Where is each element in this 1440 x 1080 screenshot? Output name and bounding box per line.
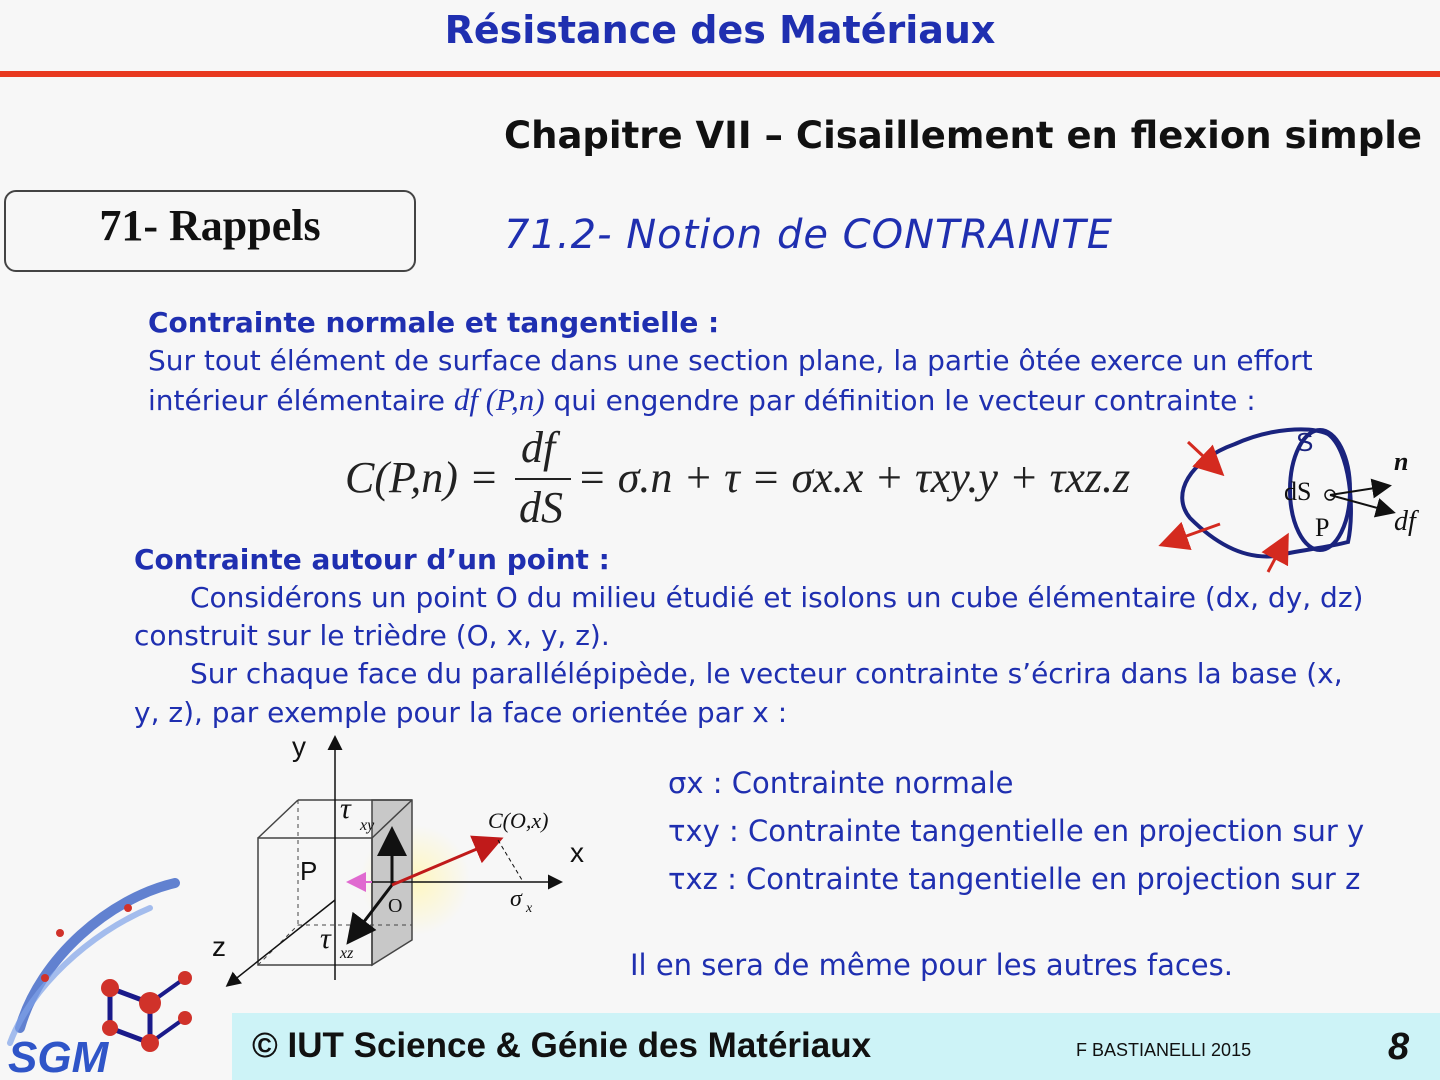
legend-tau-xy [668,814,1364,848]
paragraph-line: Sur chaque face du parallélépipède, le vecteur contrainte s’écrira dans la base (x, [190,657,1343,690]
logo-text: SGM [8,1033,109,1080]
label-n: n [1394,447,1409,476]
label-tau-xy: τ [340,792,351,825]
footer-author: F BASTIANELLI 2015 [1076,1040,1252,1060]
cube-edge [258,800,298,838]
surface-element-figure [1150,420,1440,580]
legend-symbol: τxz [668,862,718,896]
legend-note: Il en sera de même pour les autres faces. [630,948,1233,982]
elementary-cube-figure [200,730,620,1000]
formula-numerator: df [521,423,556,472]
legend-text: : Contrainte tangentielle en projection sur y [729,814,1365,848]
normal-vector-arrow [1330,486,1388,495]
label-p: P [300,856,318,886]
label-z: z [212,931,226,962]
logo-swoosh [10,908,150,1043]
lattice-atom [41,974,49,982]
formula-rhs: = σ.n + τ = σx.x + τxy.y + τxz.z [577,453,1131,502]
label-c-vector: C(O,x) [488,808,549,833]
paragraph-line [148,382,1256,418]
heading-stress-around-point: Contrainte autour d’un point : [134,543,610,576]
legend-symbol: σx [668,766,704,800]
paragraph-line: construit sur le trièdre (O, x, y, z). [134,619,610,652]
header-divider [0,71,1440,77]
label-tau-xz-sub: xz [340,945,354,962]
formula-lhs: C(P,n) = [345,453,499,502]
projection-line [498,840,522,880]
fraction-bar [515,478,571,480]
label-ds: dS [1284,477,1312,506]
z-axis [228,900,335,985]
label-x: x [570,837,584,868]
paragraph-line: Sur tout élément de surface dans une section plane, la partie ôtée exerce un effort [148,344,1313,377]
external-force-arrow [1188,442,1220,472]
stress-vector-formula [345,423,1131,532]
legend-text: : Contrainte normale [712,766,1014,800]
label-sigma-x: σ [510,886,522,912]
lattice-atom [101,979,119,997]
lattice-atom [56,929,64,937]
subsection-title: 71.2- Notion de CONTRAINTE [504,212,1114,258]
force-vector-arrow [1330,495,1392,512]
label-p: P [1315,513,1330,542]
lattice-atom [178,1011,192,1025]
formula-denominator: dS [519,483,563,532]
presentation-title: Résistance des Matériaux [444,8,996,52]
lattice-atom [178,971,192,985]
paragraph-line: Considérons un point O du milieu étudié et isolons un cube élémentaire (dx, dy, dz) [190,581,1364,614]
legend-tau-xz [668,862,1360,896]
footer-copyright: © IUT Science & Génie des Matériaux [252,1026,872,1065]
paragraph-text: intérieur élémentaire [148,384,445,417]
label-tau-xy-sub: xy [360,817,375,834]
legend-text: : Contrainte tangentielle en projection sur z [727,862,1361,896]
sgm-logo [0,878,232,1080]
section-label: 71- Rappels [99,201,321,250]
label-sigma-x-sub: x [526,901,533,916]
page-number: 8 [1388,1026,1410,1068]
lattice-atom [139,992,161,1014]
label-y: y [292,731,306,762]
heading-normal-tangential: Contrainte normale et tangentielle : [148,306,720,339]
label-tau-xz: τ [320,922,331,955]
chapter-title: Chapitre VII – Cisaillement en flexion simple [503,114,1422,157]
label-o: O [388,895,403,917]
lattice-atom [141,1034,159,1052]
paragraph-text: qui engendre par définition le vecteur contrainte : [553,384,1256,417]
inline-formula: df (P,n) [453,382,545,417]
label-df: df [1394,506,1416,537]
lattice-atom [124,904,132,912]
paragraph-line: y, z), par exemple pour la face orientée par x : [134,696,788,729]
external-force-arrow [1164,524,1220,544]
legend-sigma [668,766,1014,800]
legend-symbol: τxy [668,814,720,848]
label-s: S [1296,427,1314,457]
